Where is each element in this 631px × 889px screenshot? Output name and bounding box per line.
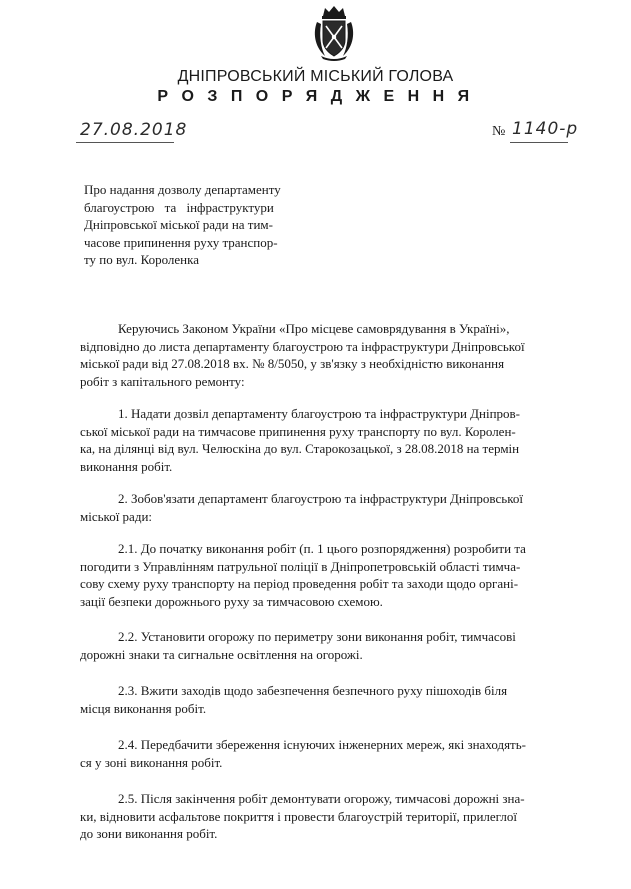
paragraph-line: міської ради: [80,508,153,524]
item-2-paragraph [80,490,600,525]
paragraph-line: міської ради від 27.08.2018 вх. № 8/5050, у зв'язку з необхідністю виконання [80,356,505,371]
item-2-2-paragraph [80,628,600,663]
subject-line: Про надання дозволу департаменту [84,182,281,197]
item-1-paragraph [80,405,600,475]
date-underline [76,142,174,143]
paragraph-line: погодити з Управлінням патрульної поліції в Дніпропетровській області тимча- [80,558,521,574]
paragraph-line: сову схему руху транспорту на період проведення робіт та заходи щодо органі- [80,576,519,591]
paragraph-line: до зони виконання робіт. [80,826,218,841]
paragraph-line: 2.4. Передбачити збереження існуючих інженерних мереж, які знаходять- [118,737,526,752]
paragraph-line: 2.5. Після закінчення робіт демонтувати огорожу, тимчасові дорожні зна- [118,791,525,806]
paragraph-line: місця виконання робіт. [80,700,207,716]
paragraph-line: дорожні знаки та сигнальне освітлення на огорожі. [80,646,363,662]
item-2-5-paragraph [80,790,600,843]
item-2-4-paragraph [80,736,600,771]
paragraph-line: робіт з капітального ремонту: [80,373,245,389]
handwritten-date: 27.08.2018 [80,120,188,140]
intro-paragraph [80,320,600,390]
order-subject [84,181,312,269]
paragraph-line: зації безпеки дорожнього руху за тимчасовою схемою. [80,593,383,609]
paragraph-line: 1. Надати дозвіл департаменту благоустрою та інфраструктури Дніпров- [118,406,521,421]
paragraph-line: ка, на ділянці від вул. Челюскіна до вул. Старокозацької, з 28.08.2018 на термін [80,441,520,456]
subject-line: часове припинення руху транспор- [84,234,278,250]
document-type-title: Р О З П О Р Я Д Ж Е Н Н Я [157,88,474,105]
paragraph-line: відповідно до листа департаменту благоустрою та інфраструктури Дніпровської [80,338,525,354]
number-underline [510,142,568,143]
paragraph-line: Керуючись Законом України «Про місцеве самоврядування в Україні», [118,321,510,336]
handwritten-number: 1140-р [512,119,579,139]
paragraph-line: 2.3. Вжити заходів щодо забезпечення безпечного руху пішоходів біля [118,683,508,698]
subject-line: ту по вул. Короленка [84,252,200,267]
paragraph-line: 2.2. Установити огорожу по периметру зони виконання робіт, тимчасові [118,629,516,644]
item-2-1-paragraph [80,540,600,610]
authority-title: ДНІПРОВСЬКИЙ МІСЬКИЙ ГОЛОВА [177,68,454,85]
paragraph-line: ки, відновити асфальтове покриття і провести благоустрій території, прилеглої [80,808,517,824]
paragraph-line: 2.1. До початку виконання робіт (п. 1 цього розпорядження) розробити та [118,541,526,556]
paragraph-line: ської міської ради на тимчасове припинення руху транспорту по вул. Королен- [80,423,516,439]
item-2-3-paragraph [80,682,600,717]
coat-of-arms-emblem [311,4,357,62]
subject-line: благоустрою та інфраструктури [84,199,274,215]
paragraph-line: 2. Зобов'язати департамент благоустрою та інфраструктури Дніпровської [118,491,523,506]
number-label: № [492,124,506,139]
paragraph-line: ся у зоні виконання робіт. [80,754,223,770]
subject-line: Дніпровської міської ради на тим- [84,217,273,232]
paragraph-line: виконання робіт. [80,458,173,474]
